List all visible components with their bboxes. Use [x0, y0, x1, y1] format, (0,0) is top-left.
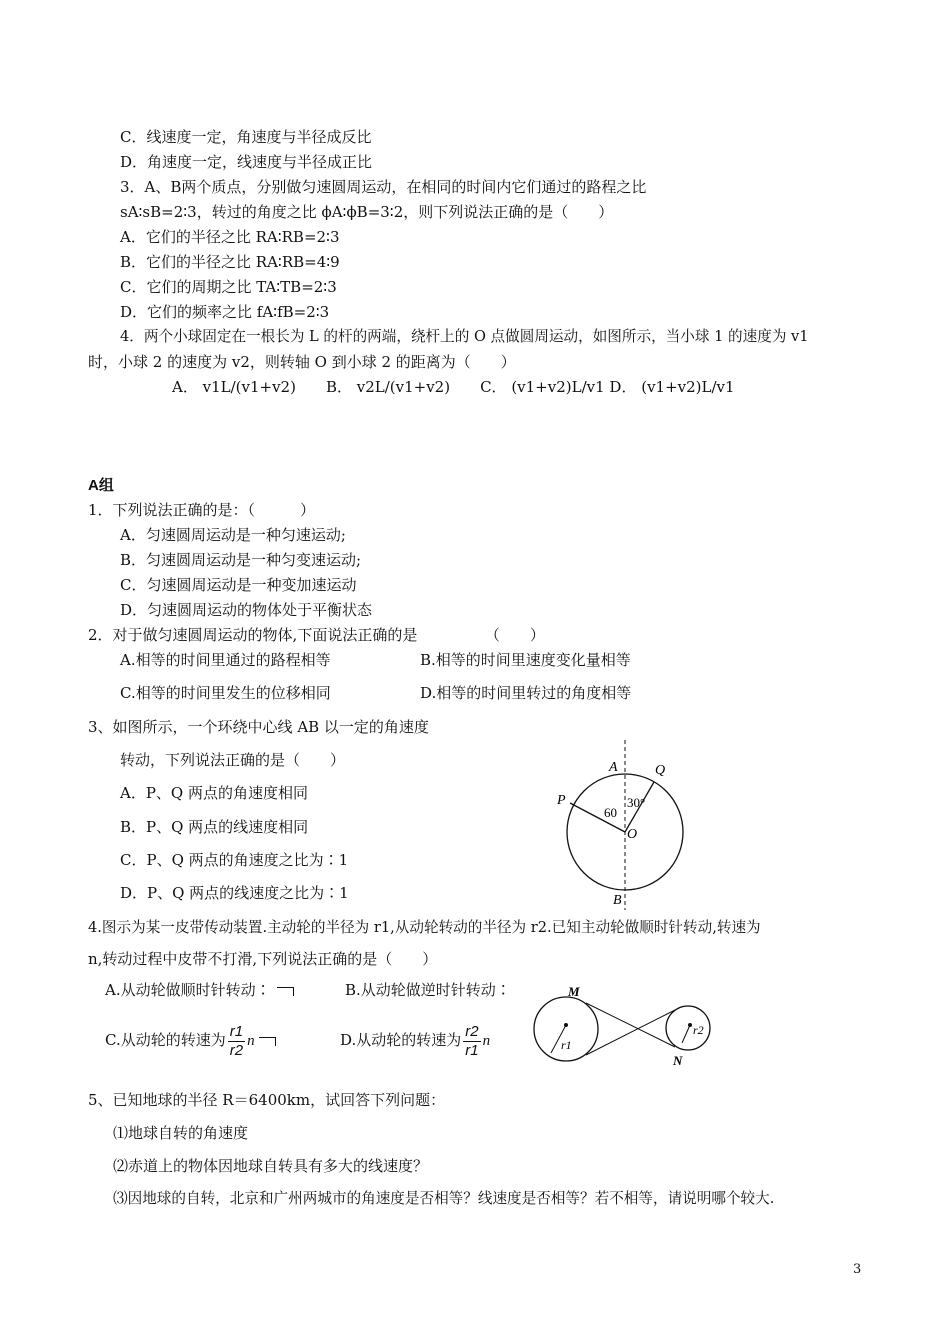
- belt-drive-diagram: [528, 983, 723, 1070]
- fraction-r2-over-r1: [463, 1023, 480, 1060]
- label-angle-60: 60: [604, 805, 617, 820]
- a-q5-part3: ⑶因地球的自转，北京和广州两城市的角速度是否相等？线速度是否相等？若不相等，请说明哪个较大.: [113, 1190, 775, 1207]
- label-q: Q: [655, 763, 666, 778]
- a-q4-option-c-text: C.从动轮的转速为: [105, 1031, 226, 1049]
- belt-cross-2: [586, 1010, 675, 1055]
- rotating-ring-diagram: [555, 740, 695, 910]
- frac-d-n: n: [482, 1033, 491, 1049]
- a-q1-option-a: A．匀速圆周运动是一种匀速运动;: [120, 526, 346, 544]
- page-number: 3: [853, 1262, 862, 1277]
- a-q5-part1: ⑴地球自转的角速度: [113, 1124, 249, 1142]
- q4-text-line2: 时，小球 2 的速度为 v2，则转轴 O 到小球 2 的距离为（ ）: [88, 353, 516, 371]
- a-q3-option-d: D．P、Q 两点的线速度之比为∶1: [120, 884, 349, 902]
- frac-c-denominator: r2: [229, 1041, 244, 1059]
- q3-option-a: A．它们的半径之比 RA∶RB=2∶3: [120, 228, 340, 246]
- a-q1-text: 1．下列说法正确的是：（ ）: [88, 501, 316, 519]
- a-q2-option-b: B.相等的时间里速度变化量相等: [420, 651, 631, 669]
- q4-text-line1: 4．两个小球固定在一根长为 L 的杆的两端，绕杆上的 O 点做圆周运动，如图所示，当小球 1 的速度为 v1: [120, 328, 809, 345]
- label-b: B: [613, 893, 622, 908]
- a-q4-option-b: B.从动轮做逆时针转动∶: [345, 981, 511, 999]
- a-q2-text: 2．对于做匀速圆周运动的物体,下面说法正确的是 （ ）: [88, 626, 545, 644]
- a-q1-option-d: D．匀速圆周运动的物体处于平衡状态: [120, 601, 373, 619]
- a-q5-part2: ⑵赤道上的物体因地球自转具有多大的线速度？: [113, 1157, 429, 1175]
- frac-c-n: n: [247, 1033, 255, 1049]
- fraction-r1-over-r2: [228, 1023, 245, 1060]
- a-q3-text-line1: 3、如图所示，一个环绕中心线 AB 以一定的角速度: [88, 718, 429, 736]
- frac-d-numerator: r2: [465, 1022, 479, 1040]
- q3-option-d: D．它们的频率之比 fA∶fB=2∶3: [120, 303, 330, 321]
- a-q4-option-d: [340, 1018, 490, 1063]
- a-q4-text-line1: 4.图示为某一皮带传动装置.主动轮的半径为 r1,从动轮转动的半径为 r2.已知主动轮做顺时针转动,转速为: [88, 919, 761, 936]
- label-n: N: [673, 1053, 683, 1068]
- label-angle-30: 30°: [627, 795, 646, 810]
- blank-mark-a: [277, 987, 294, 996]
- option-c-line: C．线速度一定，角速度与半径成反比: [120, 128, 372, 146]
- frac-c-numerator: r1: [229, 1022, 244, 1040]
- a-q4-option-a-text: A.从动轮做顺时针转动∶: [105, 981, 271, 999]
- a-q4-text-line2: n,转动过程中皮带不打滑,下列说法正确的是（ ）: [88, 950, 438, 968]
- a-q3-option-c: C．P、Q 两点的角速度之比为∶1: [120, 851, 349, 869]
- label-p: P: [557, 793, 566, 808]
- q3-option-b: B．它们的半径之比 RA∶RB=4∶9: [120, 253, 340, 271]
- a-q4-option-d-text: D.从动轮的转速为: [340, 1031, 462, 1049]
- belt-cross-1: [586, 1003, 675, 1047]
- a-q2-option-d: D.相等的时间里转过的角度相等: [420, 684, 632, 702]
- section-heading: A组: [88, 477, 114, 494]
- a-q3-option-b: B．P、Q 两点的线速度相同: [120, 818, 309, 836]
- frac-d-denominator: r1: [465, 1041, 479, 1059]
- q3-option-c: C．它们的周期之比 TA∶TB=2∶3: [120, 278, 337, 296]
- label-r2: r2: [693, 1023, 704, 1037]
- a-q1-option-c: C．匀速圆周运动是一种变加速运动: [120, 576, 357, 594]
- blank-mark-c: [259, 1037, 276, 1046]
- a-q4-option-c: [105, 1018, 276, 1063]
- a-q2-option-c: C.相等的时间里发生的位移相同: [120, 684, 331, 702]
- a-q3-option-a: A．P、Q 两点的角速度相同: [120, 784, 308, 802]
- q3-text-line2: sA∶sB=2∶3，转过的角度之比 ϕA∶ϕB=3∶2，则下列说法正确的是（ ）: [120, 203, 614, 221]
- label-m: M: [568, 984, 580, 999]
- a-q3-text-line2: 转动，下列说法正确的是（ ）: [120, 751, 346, 769]
- option-d-line: D．角速度一定，线速度与半径成正比: [120, 153, 373, 171]
- q4-options: A． v1L/(v1+v2) B． v2L/(v1+v2) C． (v1+v2)L/v1 D． (v1+v2)L/v1: [172, 378, 735, 396]
- a-q2-option-a: A.相等的时间里通过的路程相等: [120, 651, 331, 669]
- label-o: O: [627, 827, 638, 842]
- q3-text-line1: 3．A、B两个质点，分别做匀速圆周运动，在相同的时间内它们通过的路程之比: [120, 178, 647, 196]
- a-q1-option-b: B．匀速圆周运动是一种匀变速运动;: [120, 551, 362, 569]
- a-q5-text: 5、已知地球的半径 R＝6400km，试回答下列问题：: [88, 1091, 446, 1109]
- label-r1: r1: [561, 1038, 572, 1052]
- a-q4-option-a: [105, 980, 294, 1000]
- driven-wheel-radius: [682, 1025, 690, 1043]
- label-a: A: [609, 760, 618, 775]
